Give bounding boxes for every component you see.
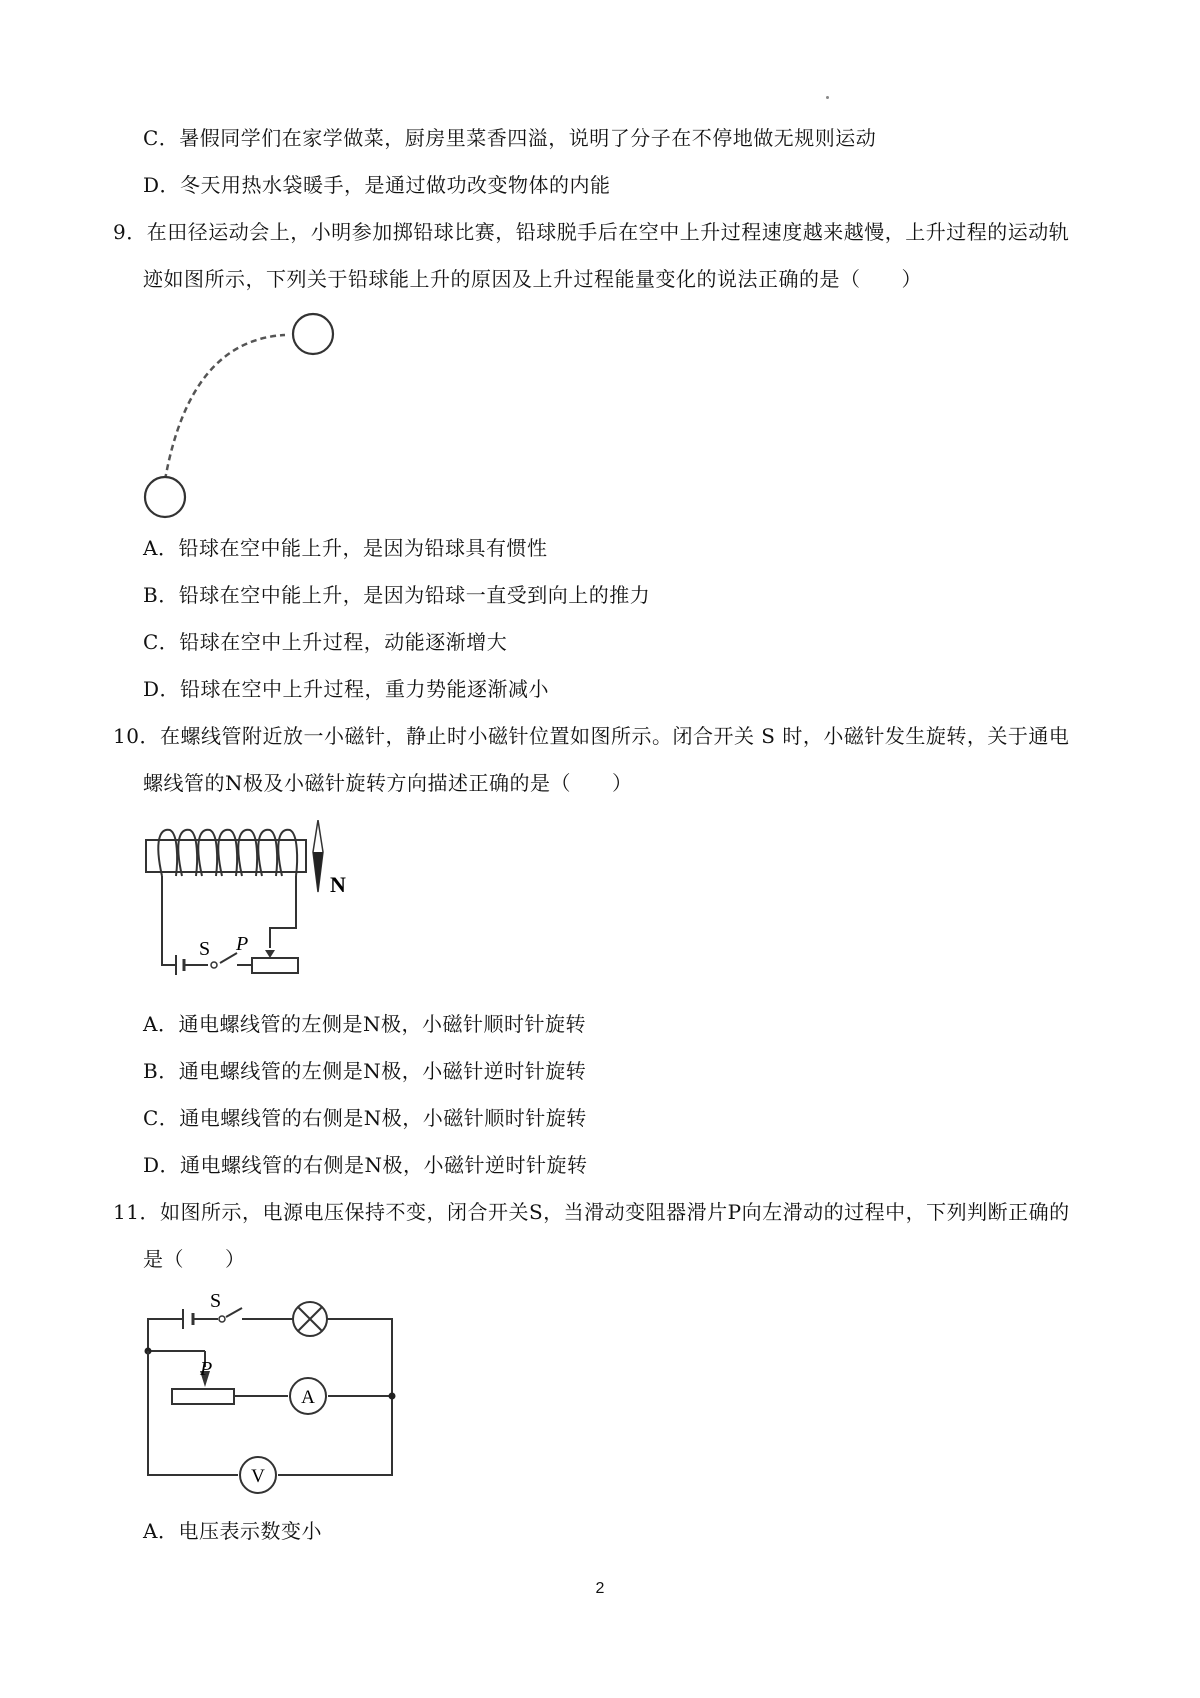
stray-mark	[826, 96, 829, 99]
q11-option-a: A．电压表示数变小	[143, 1519, 322, 1543]
q11-switch-label: S	[210, 1290, 222, 1312]
rheostat-body	[252, 958, 298, 973]
q9-shot-trajectory-figure	[130, 300, 350, 530]
q11-rheostat-body	[172, 1389, 234, 1404]
q10-option-b: B．通电螺线管的左侧是N极，小磁针逆时针旋转	[143, 1059, 587, 1083]
slider-label: P	[236, 933, 249, 955]
q9-option-d: D．铅球在空中上升过程，重力势能逐渐减小	[143, 677, 550, 701]
q9-stem-line2: 迹如图所示，下列关于铅球能上升的原因及上升过程能量变化的说法正确的是（ ）	[143, 267, 922, 291]
shot-ball-top	[293, 314, 333, 354]
q10-option-d: D．通电螺线管的右侧是N极，小磁针逆时针旋转	[143, 1153, 588, 1177]
voltmeter-label: V	[251, 1466, 265, 1487]
shot-ball-bottom	[145, 477, 185, 517]
q9-stem-line1: 9．在田径运动会上，小明参加掷铅球比赛，铅球脱手后在空中上升过程速度越来越慢，上升过程的运动轨	[113, 220, 1070, 244]
q11-stem-line2: 是（ ）	[143, 1247, 246, 1271]
q11-circuit-figure	[130, 1285, 410, 1495]
q9-option-b: B．铅球在空中能上升，是因为铅球一直受到向上的推力	[143, 583, 651, 607]
q10-option-a: A．通电螺线管的左侧是N极，小磁针顺时针旋转	[143, 1012, 586, 1036]
ammeter-label: A	[301, 1387, 315, 1408]
trajectory-dashed-path	[165, 335, 285, 480]
q11-switch-contact	[219, 1316, 225, 1322]
switch-label: S	[199, 938, 211, 960]
q9-option-a: A．铅球在空中能上升，是因为铅球具有惯性	[143, 536, 548, 560]
junction-right	[389, 1393, 396, 1400]
solenoid-core	[146, 840, 306, 872]
q10-solenoid-circuit-figure	[140, 820, 400, 980]
page-number: 2	[595, 1580, 605, 1597]
q9-option-c: C．铅球在空中上升过程，动能逐渐增大	[143, 630, 508, 654]
q10-wires	[162, 876, 296, 965]
q10-stem-line2: 螺线管的N极及小磁针旋转方向描述正确的是（ ）	[143, 771, 633, 795]
q10-stem-line1: 10．在螺线管附近放一小磁针，静止时小磁针位置如图所示。闭合开关 S 时，小磁针发生旋转，关于通电	[113, 724, 1070, 748]
q11-stem-line1: 11．如图所示，电源电压保持不变，闭合开关S，当滑动变阻器滑片P向左滑动的过程中，下列判断正确的	[113, 1200, 1070, 1224]
rheostat-slider-arrow	[265, 950, 275, 958]
prev-option-c: C．暑假同学们在家学做菜，厨房里菜香四溢，说明了分子在不停地做无规则运动	[143, 126, 877, 150]
needle-n-label: N	[330, 872, 346, 897]
q11-slider-label: P	[200, 1358, 213, 1380]
q10-option-c: C．通电螺线管的右侧是N极，小磁针顺时针旋转	[143, 1106, 587, 1130]
compass-needle-north	[313, 852, 323, 892]
prev-option-d: D．冬天用热水袋暖手，是通过做功改变物体的内能	[143, 173, 611, 197]
switch-contact	[211, 962, 217, 968]
